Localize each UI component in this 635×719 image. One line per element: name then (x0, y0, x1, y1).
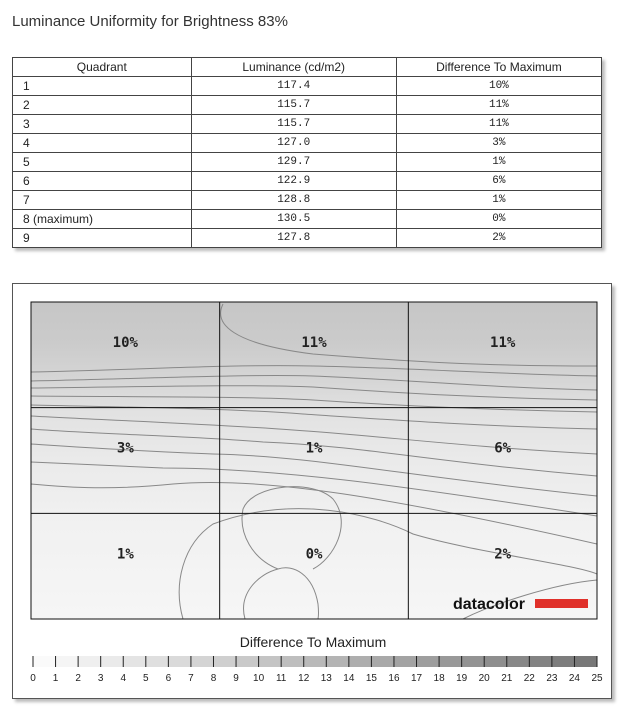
legend-tick-label: 2 (75, 673, 81, 684)
legend-swatch (259, 656, 282, 667)
legend-tick-label: 25 (591, 673, 603, 684)
difference-cell: 11% (396, 115, 601, 134)
legend-swatch (371, 656, 394, 667)
quadrant-cell: 9 (13, 229, 192, 248)
legend-swatch (191, 656, 214, 667)
legend-tick-label: 7 (188, 673, 194, 684)
table-header-row (13, 58, 602, 77)
legend-swatch (552, 656, 575, 667)
legend-swatch (326, 656, 349, 667)
table-row (13, 153, 602, 172)
quadrant-cell: 3 (13, 115, 192, 134)
legend-swatch (123, 656, 146, 667)
legend-tick-label: 9 (233, 673, 239, 684)
legend-swatch (439, 656, 462, 667)
table-row (13, 210, 602, 229)
luminance-table-container (12, 57, 602, 248)
difference-cell: 11% (396, 96, 601, 115)
table-row (13, 96, 602, 115)
legend-tick-label: 23 (546, 673, 558, 684)
legend-tick-label: 18 (433, 673, 445, 684)
quadrant-cell: 7 (13, 191, 192, 210)
luminance-cell: 127.0 (191, 134, 396, 153)
quadrant-label-8: 0% (305, 546, 323, 563)
legend-swatch (146, 656, 169, 667)
quadrant-label-9: 2% (494, 546, 512, 563)
legend-tick-label: 17 (410, 673, 423, 684)
luminance-cell: 129.7 (191, 153, 396, 172)
legend-swatch (484, 656, 507, 667)
difference-cell: 3% (396, 134, 601, 153)
legend-swatch (574, 656, 597, 667)
difference-legend (30, 656, 603, 684)
legend-swatch (56, 656, 79, 667)
quadrant-label-3: 11% (490, 335, 516, 351)
quadrant-cell: 8 (maximum) (13, 210, 192, 229)
datacolor-logo-text: datacolor (453, 596, 526, 613)
legend-tick-label: 14 (343, 673, 355, 684)
difference-cell: 1% (396, 153, 601, 172)
quadrant-cell: 5 (13, 153, 192, 172)
difference-cell: 10% (396, 77, 601, 96)
legend-swatch (529, 656, 552, 667)
legend-title: Difference To Maximum (239, 634, 387, 650)
luminance-cell: 122.9 (191, 172, 396, 191)
luminance-cell: 115.7 (191, 115, 396, 134)
legend-swatch (101, 656, 124, 667)
uniformity-heatmap (13, 284, 611, 698)
legend-swatch (168, 656, 191, 667)
header-quadrant: Quadrant (13, 58, 192, 77)
legend-swatch (304, 656, 327, 667)
legend-tick-label: 0 (30, 673, 36, 684)
legend-tick-label: 12 (298, 673, 310, 684)
legend-tick-label: 19 (456, 673, 468, 684)
table-row (13, 134, 602, 153)
legend-tick-label: 20 (478, 673, 490, 684)
legend-tick-label: 22 (523, 673, 535, 684)
table-row (13, 115, 602, 134)
difference-cell: 2% (396, 229, 601, 248)
quadrant-label-1: 10% (112, 335, 138, 351)
header-luminance: Luminance (cd/m2) (191, 58, 396, 77)
legend-tick-label: 13 (320, 673, 332, 684)
legend-tick-label: 6 (165, 673, 172, 684)
legend-tick-label: 24 (568, 673, 581, 684)
legend-swatch (507, 656, 530, 667)
luminance-cell: 127.8 (191, 229, 396, 248)
quadrant-cell: 1 (13, 77, 192, 96)
quadrant-cell: 2 (13, 96, 192, 115)
legend-tick-label: 5 (143, 673, 149, 684)
legend-tick-label: 3 (97, 673, 104, 684)
luminance-table (12, 57, 602, 248)
table-row (13, 191, 602, 210)
legend-tick-label: 21 (501, 673, 513, 684)
quadrant-label-2: 11% (301, 335, 327, 351)
legend-tick-label: 11 (275, 673, 287, 684)
legend-tick-label: 10 (253, 673, 265, 684)
table-row (13, 77, 602, 96)
quadrant-cell: 4 (13, 134, 192, 153)
difference-cell: 6% (396, 172, 601, 191)
quadrant-label-7: 1% (116, 546, 134, 563)
legend-swatch (394, 656, 417, 667)
legend-swatch (236, 656, 259, 667)
quadrant-label-4: 3% (116, 440, 134, 457)
quadrant-label-5: 1% (305, 440, 323, 457)
luminance-cell: 128.8 (191, 191, 396, 210)
datacolor-logo-bar (535, 599, 588, 608)
uniformity-chart-panel (12, 283, 612, 699)
legend-swatch (213, 656, 236, 667)
legend-swatch (78, 656, 101, 667)
quadrant-cell: 6 (13, 172, 192, 191)
legend-swatch (281, 656, 304, 667)
table-row (13, 172, 602, 191)
luminance-cell: 117.4 (191, 77, 396, 96)
legend-swatch (417, 656, 440, 667)
luminance-cell: 130.5 (191, 210, 396, 229)
legend-tick-label: 15 (365, 673, 377, 684)
luminance-cell: 115.7 (191, 96, 396, 115)
legend-tick-label: 8 (210, 673, 217, 684)
page-title: Luminance Uniformity for Brightness 83% (12, 13, 288, 30)
table-row (13, 229, 602, 248)
legend-tick-label: 1 (52, 673, 59, 684)
legend-swatch (349, 656, 372, 667)
header-difference: Difference To Maximum (396, 58, 601, 77)
difference-cell: 0% (396, 210, 601, 229)
quadrant-label-6: 6% (494, 440, 512, 457)
legend-tick-label: 4 (120, 673, 127, 684)
legend-swatch (462, 656, 485, 667)
legend-swatch (33, 656, 56, 667)
legend-tick-label: 16 (388, 673, 400, 684)
difference-cell: 1% (396, 191, 601, 210)
